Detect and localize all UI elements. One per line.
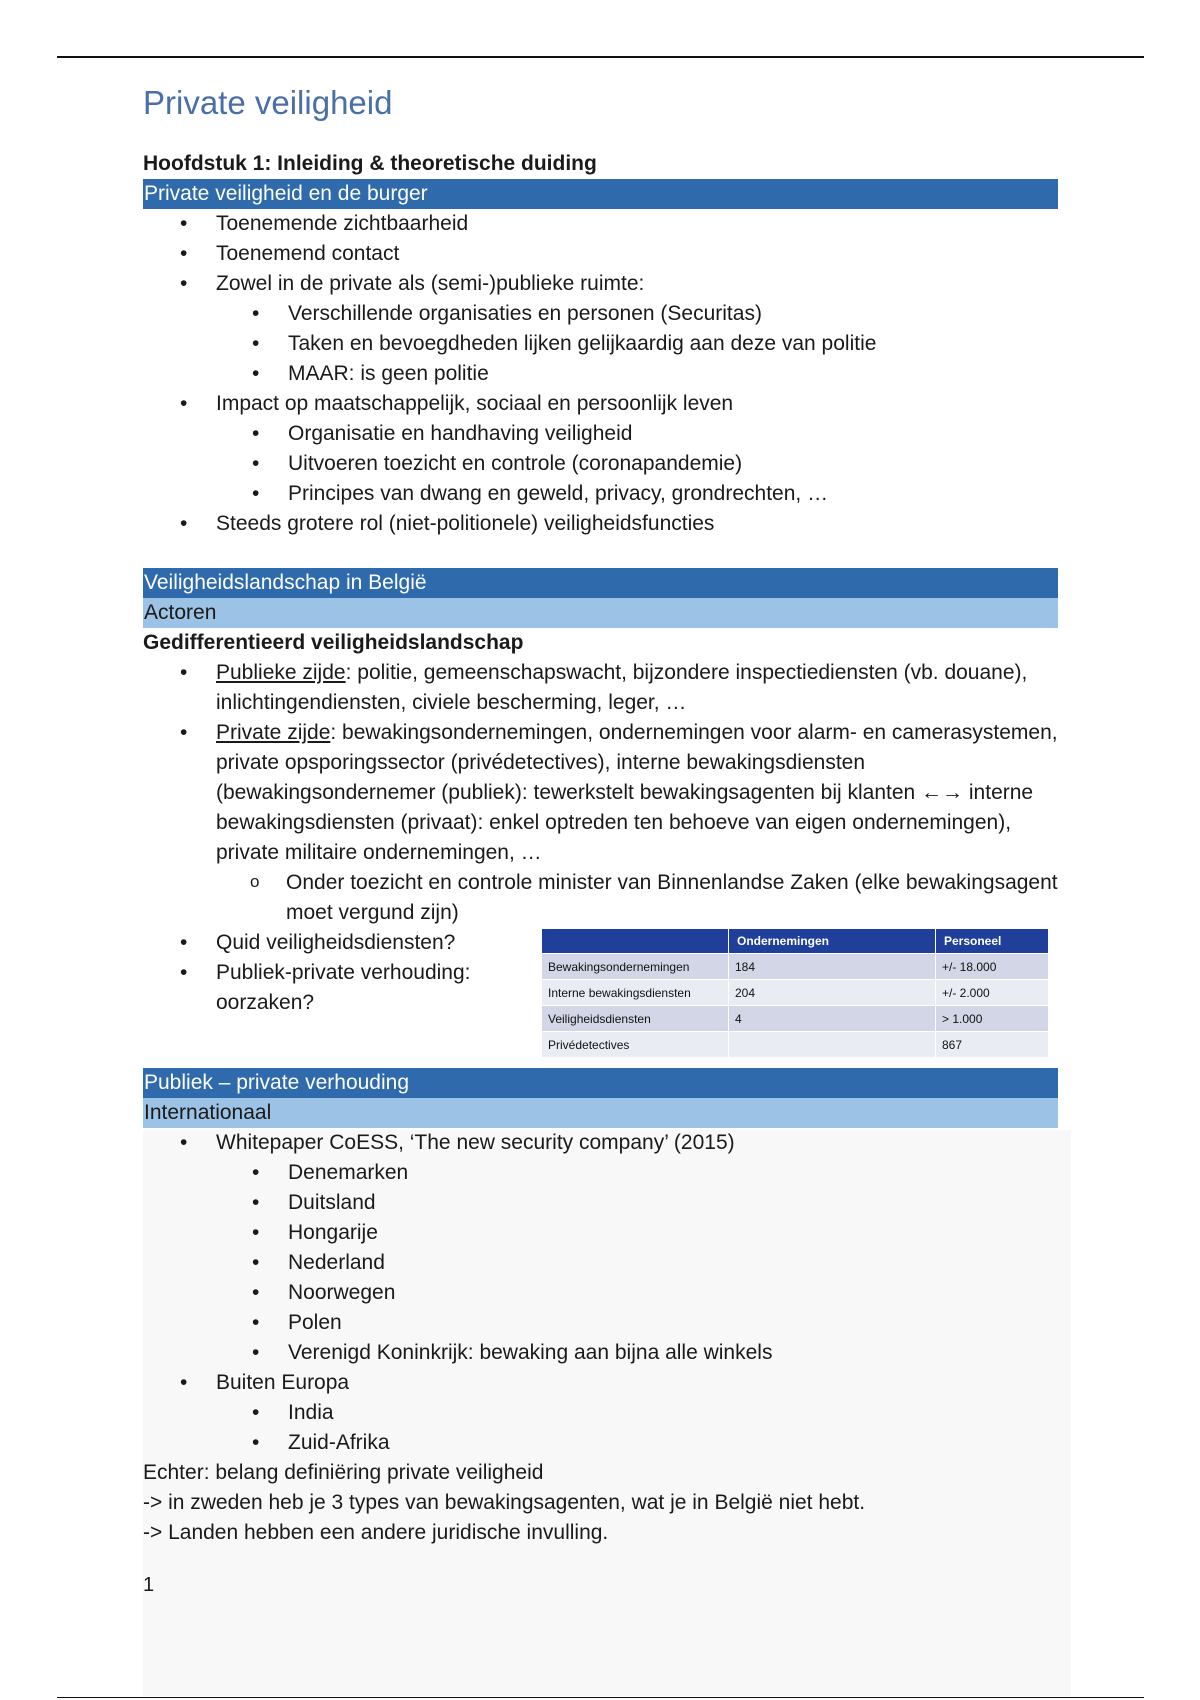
table-cell: Veiligheidsdiensten [542,1006,729,1032]
list-item: • Impact op maatschappelijk, sociaal en persoonlijk leven [143,389,1073,419]
table-cell [729,1032,936,1058]
section-heading-burger: Private veiligheid en de burger [143,179,1058,209]
table-row [542,1032,1049,1058]
table-cell: +/- 2.000 [936,980,1049,1006]
section-heading-landschap: Veiligheidslandschap in België [143,568,1058,598]
table-cell: Bewakingsondernemingen [542,954,729,980]
list-item: • Buiten Europa [143,1368,1073,1398]
list-subitem: • Hongarije [143,1218,1073,1248]
private-text: : bewakingsondernemingen, ondernemingen voor alarm- en camerasystemen, private opsporingssector (privédetectives), interne bewakingsdiensten (bewakingsondernemer (publiek): tewerkstelt bewakingsagenten bij klanten ←→ interne bewakingsdiensten (privaat): enkel optreden ten behoeve van eigen ondernemingen), private militaire ondernemingen, … [216,721,1058,864]
list-subitem: • Duitsland [143,1188,1073,1218]
stats-table [541,928,1049,1058]
table-cell: > 1.000 [936,1006,1049,1032]
questions-and-table [143,928,1073,1068]
list-item: • Quid veiligheidsdiensten? [143,928,523,958]
note-line: Echter: belang definiëring private veiligheid [143,1461,544,1484]
list-item: • Toenemend contact [143,239,1073,269]
spacer [143,539,1073,568]
list-subitem: • Verschillende organisaties en personen (Securitas) [143,299,1073,329]
list-subitem: o Onder toezicht en controle minister van Binnenlandse Zaken (elke bewakingsagent moet vergund zijn) [143,868,1073,928]
actoren-list [143,658,1073,928]
list-subitem: • Nederland [143,1248,1073,1278]
page-number: 1 [143,1574,155,1596]
table-row [542,1006,1049,1032]
list-subitem: • Denemarken [143,1158,1073,1188]
subheading-actoren: Actoren [143,598,1058,628]
burger-list [143,209,1073,539]
list-subitem: • Noorwegen [143,1278,1073,1308]
section-heading-verhouding: Publiek – private verhouding [143,1068,1058,1098]
table-header [542,929,729,954]
list-subitem: • Uitvoeren toezicht en controle (coronapandemie) [143,449,1073,479]
table-cell: 204 [729,980,936,1006]
public-label: Publieke zijde [216,661,346,684]
list-subitem: • Organisatie en handhaving veiligheid [143,419,1073,449]
list-item: • Toenemende zichtbaarheid [143,209,1073,239]
bold-title: Gedifferentieerd veiligheidslandschap [143,631,524,654]
note-line: -> Landen hebben een andere juridische invulling. [143,1521,609,1544]
list-subitem: • Taken en bevoegdheden lijken gelijkaardig aan deze van politie [143,329,1073,359]
chapter-heading: Hoofdstuk 1: Inleiding & theoretische duiding [143,152,597,175]
list-subitem: • Polen [143,1308,1073,1338]
table-header: Personeel [936,929,1049,954]
list-subitem: • Principes van dwang en geweld, privacy, grondrechten, … [143,479,1073,509]
note-line: -> in zweden heb je 3 types van bewakingsagenten, wat je in België niet hebt. [143,1491,866,1514]
page-title: Private veiligheid [143,84,393,121]
list-subitem: • Zuid-Afrika [143,1428,1073,1458]
questions-list [143,928,523,1018]
table-header: Ondernemingen [729,929,936,954]
table-row [542,954,1049,980]
table-cell: +/- 18.000 [936,954,1049,980]
table-cell: Interne bewakingsdiensten [542,980,729,1006]
list-subitem: • India [143,1398,1073,1428]
list-item: • Publiek-private verhouding: oorzaken? [143,958,523,1018]
list-subitem: • Verenigd Koninkrijk: bewaking aan bijna alle winkels [143,1338,1073,1368]
list-subitem: • MAAR: is geen politie [143,359,1073,389]
document-body [143,78,1073,1600]
table-cell: 184 [729,954,936,980]
table-row [542,980,1049,1006]
private-label: Private zijde [216,721,331,744]
table-cell: 4 [729,1006,936,1032]
list-item: • Steeds grotere rol (niet-politionele) veiligheidsfuncties [143,509,1073,539]
public-text: : politie, gemeenschapswacht, bijzondere inspectiediensten (vb. douane), inlichtingendiensten, civiele bescherming, leger, … [216,661,1028,714]
list-item-private [143,718,1073,868]
list-item-public [143,658,1073,718]
list-item: • Zowel in de private als (semi-)publieke ruimte: [143,269,1073,299]
subheading-internationaal: Internationaal [143,1098,1058,1128]
table-cell: Privédetectives [542,1032,729,1058]
top-rule [57,56,1144,58]
internationaal-list [143,1128,1073,1458]
list-item: • Whitepaper CoESS, ‘The new security company’ (2015) [143,1128,1073,1158]
table-cell: 867 [936,1032,1049,1058]
bottom-rule [57,1697,1144,1698]
